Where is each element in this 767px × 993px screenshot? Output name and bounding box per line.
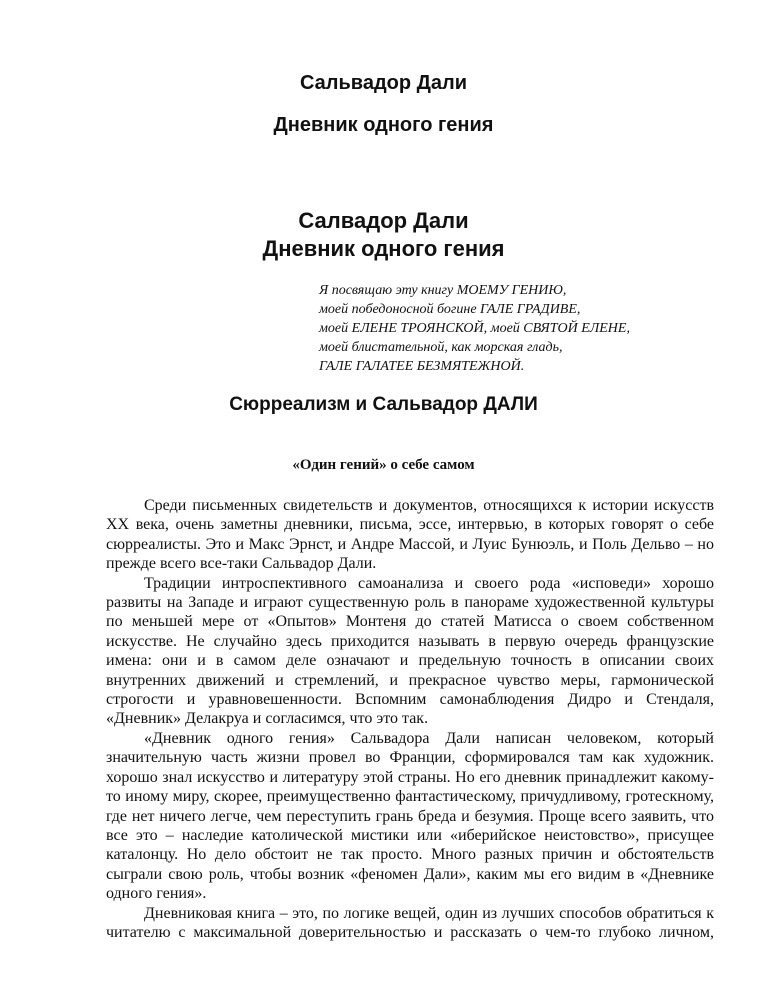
book-title-heading: Дневник одного гения xyxy=(273,114,494,136)
paragraph: «Дневник одного гения» Сальвадора Дали написан человеком, который значительную часть жизни провел во Франции, сформировался там как художник. хорошо знал искусство и литературу этой страны. Но его дневник принадлежит какому-то иному миру, скорее, преимущественно фантастическому, причудливому, гротескному, где нет ничего легче, чем переступить грань бреда и безумия. Проще всего заявить, что все это – наследие католической мистики или «иберийское неистовство», присущее каталонцу. Но дело обстоит не так просто. Много разных причин и обстоятельств сыграли свою роль, чтобы возник «феномен Дали», каким мы его видим в «Дневнике одного гения». xyxy=(106,729,714,903)
section-title: Сюрреализм и Сальвадор ДАЛИ xyxy=(229,394,538,415)
epigraph-line: моей победоносной богине ГАЛЕ ГРАДИВЕ, xyxy=(319,302,581,317)
epigraph-line: Я посвящаю эту книгу МОЕМУ ГЕНИЮ, xyxy=(319,283,567,298)
dedication-epigraph xyxy=(319,281,659,376)
epigraph-line: ГАЛЕ ГАЛАТЕЕ БЕЗМЯТЕЖНОЙ. xyxy=(319,359,525,374)
author-heading-alt: Салвадор Дали xyxy=(298,208,469,233)
paragraph: Традиции интроспективного самоанализа и своего рода «исповеди» хорошо развиты на Западе и играют существенную роль в панораме художественной культуры по меньшей мере от «Опытов» Монтеня до статей Матисса о своем собственном искусстве. Не случайно здесь приходится называть в первую очередь французские имена: они и в самом деле означают и предельную точность в описании своих внутренних движений и стремлений, и прекрасное чувство меры, гармонической строгости и уравновешенности. Вспомним самонаблюдения Дидро и Стендаля, «Дневник» Делакруа и согласимся, что это так. xyxy=(106,574,714,728)
body-text xyxy=(106,496,714,942)
epigraph-line: моей ЕЛЕНЕ ТРОЯНСКОЙ, моей СВЯТОЙ ЕЛЕНЕ, xyxy=(319,321,630,336)
epigraph-line: моей блистательной, как морская гладь, xyxy=(319,340,563,355)
paragraph: Среди письменных свидетельств и документов, относящихся к истории искусств XX века, очень заметны дневники, письма, эссе, интервью, в которых говорят о себе сюрреалисты. Это и Макс Эрнст, и Андре Массой, и Луис Бунюэль, и Поль Дельво – но прежде всего все-таки Сальвадор Дали. xyxy=(106,497,714,573)
author-heading: Сальвадор Дали xyxy=(299,72,468,94)
book-title-heading-alt: Дневник одного гения xyxy=(262,236,505,261)
paragraph: Дневниковая книга – это, по логике вещей, один из лучших способов обратиться к читателю с максимальной доверительностью и рассказать о чем-то глубоко личном, xyxy=(106,904,714,941)
section-subtitle: «Один гений» о себе самом xyxy=(292,457,475,473)
